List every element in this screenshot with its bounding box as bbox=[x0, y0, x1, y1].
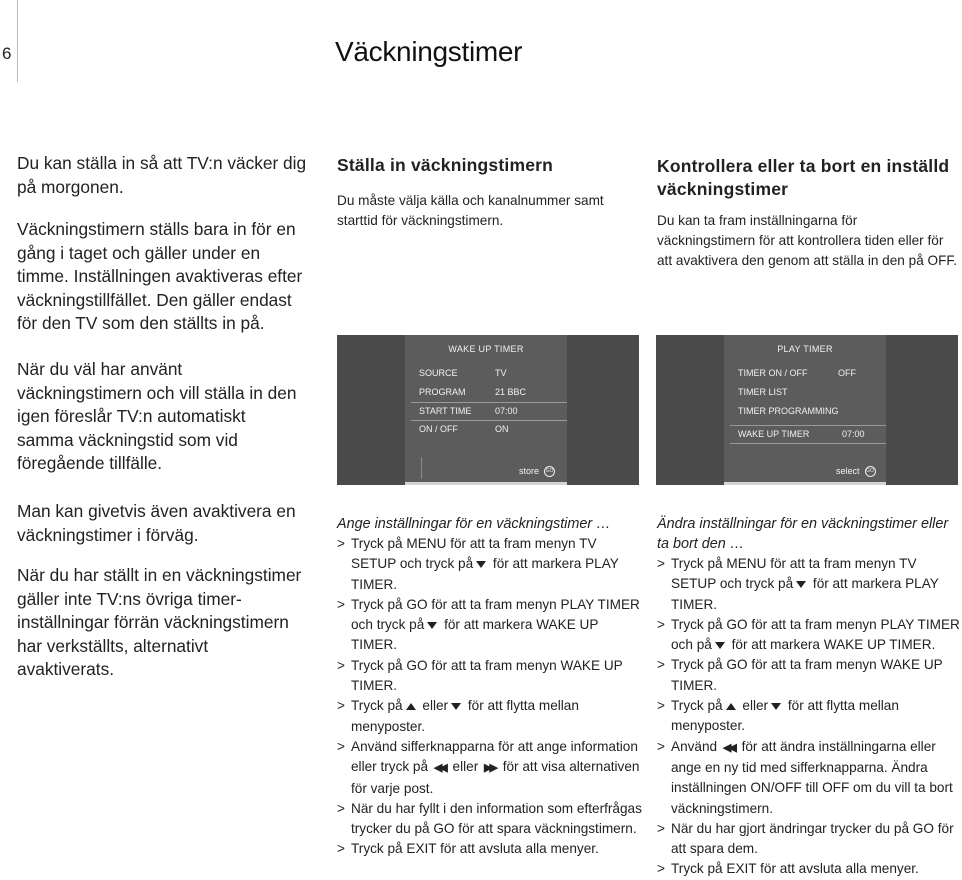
page-title: Väckningstimer bbox=[335, 36, 523, 67]
osd-row-label: PROGRAM bbox=[419, 387, 466, 397]
osd-row-value: TV bbox=[495, 368, 507, 378]
steps-set-timer bbox=[337, 514, 642, 860]
step-text: för att ta fram menyn PLAY TIMER och på bbox=[671, 616, 960, 653]
step-marker: > bbox=[657, 861, 665, 877]
key-name: MENU bbox=[406, 536, 447, 551]
arrow-down-icon bbox=[771, 703, 781, 710]
osd-row-label: ON / OFF bbox=[419, 424, 458, 434]
step-marker: > bbox=[657, 820, 665, 836]
rewind-icon: ◀◀ bbox=[722, 741, 734, 754]
step-text: för att ändra inställningarna eller ange en ny tid med sifferknapparna. Ändra inställningen ON/OFF till OFF om du vill ta bort väckningstimern. bbox=[671, 738, 953, 816]
osd-menu-panel bbox=[724, 335, 886, 485]
key-name: EXIT bbox=[406, 841, 437, 857]
step-item bbox=[337, 534, 642, 595]
key-name: GO bbox=[726, 657, 748, 673]
step-text: för att flytta mellan menyposter. bbox=[671, 698, 899, 734]
step-marker: > bbox=[337, 698, 345, 714]
arrow-down-icon bbox=[476, 561, 486, 568]
osd-menu-row-selected bbox=[738, 427, 878, 442]
step-item bbox=[337, 595, 642, 656]
key-name: GO bbox=[912, 820, 934, 836]
osd-row-value: 21 BBC bbox=[495, 387, 527, 397]
step-marker: > bbox=[337, 536, 345, 551]
step-text: för att visa alternativen för varje post. bbox=[351, 759, 640, 796]
margin-rule bbox=[17, 0, 18, 82]
step-item bbox=[657, 859, 962, 879]
osd-footer bbox=[836, 466, 876, 477]
osd-menu-row bbox=[419, 366, 559, 381]
osd-row-label: TIMER PROGRAMMING bbox=[738, 406, 839, 416]
step-text: Använd sifferknapparna för att ange information eller tryck på bbox=[351, 738, 638, 775]
step-text: Tryck på bbox=[671, 556, 727, 571]
go-button-icon: GO bbox=[865, 466, 876, 477]
step-text: Tryck på bbox=[671, 657, 727, 673]
arrow-down-icon bbox=[715, 642, 725, 649]
key-name: GO bbox=[433, 821, 455, 837]
osd-row-label: WAKE UP TIMER bbox=[738, 429, 810, 439]
step-text: för att markera WAKE UP TIMER. bbox=[727, 637, 936, 653]
step-item bbox=[337, 799, 642, 840]
step-marker: > bbox=[657, 738, 665, 754]
section-intro-check-timer: Du kan ta fram inställningarna för väckningstimern för att kontrollera tiden eller för att avaktivera den genom att ställa in den på OFF. bbox=[657, 213, 957, 268]
info-paragraph: Man kan givetvis även avaktivera en väckningstimer i förväg. bbox=[17, 501, 296, 545]
rewind-icon: ◀◀ bbox=[433, 762, 445, 775]
step-marker: > bbox=[657, 698, 665, 714]
key-name: GO bbox=[406, 596, 428, 612]
osd-row-value: OFF bbox=[838, 368, 856, 378]
arrow-down-icon bbox=[796, 581, 806, 588]
osd-menu-title: WAKE UP TIMER bbox=[448, 344, 524, 354]
step-marker: > bbox=[337, 841, 345, 857]
osd-footer bbox=[519, 466, 555, 477]
go-button-icon: GO bbox=[544, 466, 555, 477]
step-text: Tryck på bbox=[351, 657, 407, 673]
step-text: Tryck på bbox=[351, 596, 407, 612]
osd-row-label: TIMER LIST bbox=[738, 387, 788, 397]
key-name: EXIT bbox=[726, 861, 757, 877]
step-text: eller bbox=[738, 698, 769, 714]
arrow-up-icon bbox=[726, 703, 736, 710]
step-item bbox=[657, 615, 962, 656]
osd-menu-row bbox=[738, 404, 878, 419]
fast-forward-icon: ▶▶ bbox=[484, 762, 495, 775]
osd-menu-row-selected bbox=[419, 404, 559, 419]
osd-divider bbox=[730, 425, 886, 426]
step-text: för att spara dem. bbox=[671, 820, 954, 857]
info-paragraph: När du väl har använt väckningstimern och vill ställa in den igen föreslår TV:n automatiskt samma väckningstid som vid föregående tillfälle. bbox=[17, 359, 297, 473]
info-paragraph: Väckningstimern ställs bara in för en gång i taget och gäller under en timme. Inställningen avaktiveras efter väckningstillfället. Den gäller endast för den TV som den ställts in på. bbox=[17, 219, 303, 333]
osd-row-label: TIMER ON / OFF bbox=[738, 368, 808, 378]
step-text: Tryck på bbox=[671, 616, 727, 632]
section-heading-set-timer: Ställa in väckningstimern bbox=[337, 155, 554, 175]
step-marker: > bbox=[337, 800, 345, 816]
osd-divider bbox=[411, 402, 567, 403]
step-text: Använd bbox=[671, 738, 721, 754]
step-text: för att ta fram menyn TV SETUP och tryck på bbox=[671, 556, 917, 592]
play-timer-menu-screen bbox=[656, 335, 958, 485]
osd-footer-divider bbox=[421, 457, 422, 479]
step-text: för att ta fram menyn WAKE UP TIMER. bbox=[671, 657, 943, 693]
step-item bbox=[657, 554, 962, 615]
step-marker: > bbox=[337, 596, 345, 612]
step-text: för att ta fram menyn PLAY TIMER och tryck på bbox=[351, 596, 640, 633]
osd-row-label: START TIME bbox=[419, 406, 472, 416]
osd-row-value: ON bbox=[495, 424, 509, 434]
step-text: för att flytta mellan menyposter. bbox=[351, 698, 579, 734]
step-text: Tryck på bbox=[351, 536, 407, 551]
step-text: Tryck på bbox=[351, 841, 407, 857]
step-text: Tryck på bbox=[671, 861, 727, 877]
osd-bottom-bar bbox=[724, 482, 886, 485]
arrow-down-icon bbox=[451, 703, 461, 710]
osd-menu-row bbox=[738, 385, 878, 400]
step-text: eller bbox=[448, 759, 483, 775]
step-text: Tryck på bbox=[351, 698, 403, 714]
osd-row-value: 07:00 bbox=[495, 406, 518, 416]
step-text: för att ta fram menyn TV SETUP och tryck på bbox=[351, 536, 597, 572]
osd-divider bbox=[411, 420, 567, 421]
step-text: När du har gjort ändringar trycker du på bbox=[671, 820, 913, 836]
step-item bbox=[337, 839, 642, 859]
step-marker: > bbox=[657, 556, 665, 571]
arrow-up-icon bbox=[406, 703, 416, 710]
key-name: GO bbox=[406, 657, 428, 673]
step-marker: > bbox=[657, 616, 665, 632]
section-heading-check-timer: Kontrollera eller ta bort en inställd väckningstimer bbox=[657, 156, 950, 199]
step-text: eller bbox=[418, 698, 449, 714]
step-text: för att markera WAKE UP TIMER. bbox=[351, 617, 599, 653]
section-intro-set-timer: Du måste välja källa och kanalnummer samt starttid för väckningstimern. bbox=[337, 193, 604, 228]
step-marker: > bbox=[337, 738, 345, 754]
wake-up-timer-menu-screen bbox=[337, 335, 639, 485]
step-item bbox=[657, 696, 962, 737]
osd-menu-title: PLAY TIMER bbox=[777, 344, 833, 354]
osd-footer-label: store bbox=[519, 466, 540, 476]
step-text: för att markera PLAY TIMER. bbox=[671, 576, 939, 612]
step-item bbox=[657, 737, 962, 819]
osd-row-label: SOURCE bbox=[419, 368, 458, 378]
osd-bottom-bar bbox=[405, 482, 567, 485]
arrow-down-icon bbox=[427, 622, 437, 629]
osd-divider bbox=[730, 443, 886, 444]
osd-row-value: 07:00 bbox=[842, 429, 865, 439]
osd-footer-label: select bbox=[836, 466, 860, 476]
steps-lead: Ändra inställningar för en väckningstimer eller ta bort den … bbox=[657, 516, 949, 552]
osd-menu-row bbox=[738, 366, 878, 381]
step-marker: > bbox=[657, 657, 665, 673]
step-text: för att ta fram menyn WAKE UP TIMER. bbox=[351, 657, 623, 694]
step-item bbox=[657, 655, 962, 696]
step-item bbox=[337, 656, 642, 697]
info-paragraph: När du har ställt in en väckningstimer gäller inte TV:ns övriga timer-inställningar förrän väckningstimern har verkställts, alternativt avaktiverats. bbox=[17, 565, 302, 679]
step-text: för att avsluta alla menyer. bbox=[436, 841, 599, 857]
step-text: för att avsluta alla menyer. bbox=[756, 861, 919, 877]
steps-lead: Ange inställningar för en väckningstimer … bbox=[337, 516, 611, 532]
osd-menu-panel bbox=[405, 335, 567, 485]
left-column bbox=[17, 152, 307, 679]
step-item bbox=[337, 737, 642, 799]
steps-check-timer bbox=[657, 514, 962, 880]
step-text: Tryck på bbox=[671, 698, 723, 714]
intro-paragraph: Du kan ställa in så att TV:n väcker dig på morgonen. bbox=[17, 153, 307, 197]
step-item bbox=[657, 819, 962, 860]
step-text: När du har fyllt i den information som efterfrågas trycker du på bbox=[351, 800, 642, 837]
step-marker: > bbox=[337, 657, 345, 673]
osd-menu-row bbox=[419, 422, 559, 437]
step-item bbox=[337, 696, 642, 737]
key-name: MENU bbox=[726, 556, 767, 571]
key-name: GO bbox=[726, 616, 748, 632]
osd-menu-row bbox=[419, 385, 559, 400]
step-text: för att spara väckningstimern. bbox=[454, 821, 637, 837]
step-text: för att markera PLAY TIMER. bbox=[351, 556, 619, 592]
page-number: 6 bbox=[2, 44, 12, 63]
